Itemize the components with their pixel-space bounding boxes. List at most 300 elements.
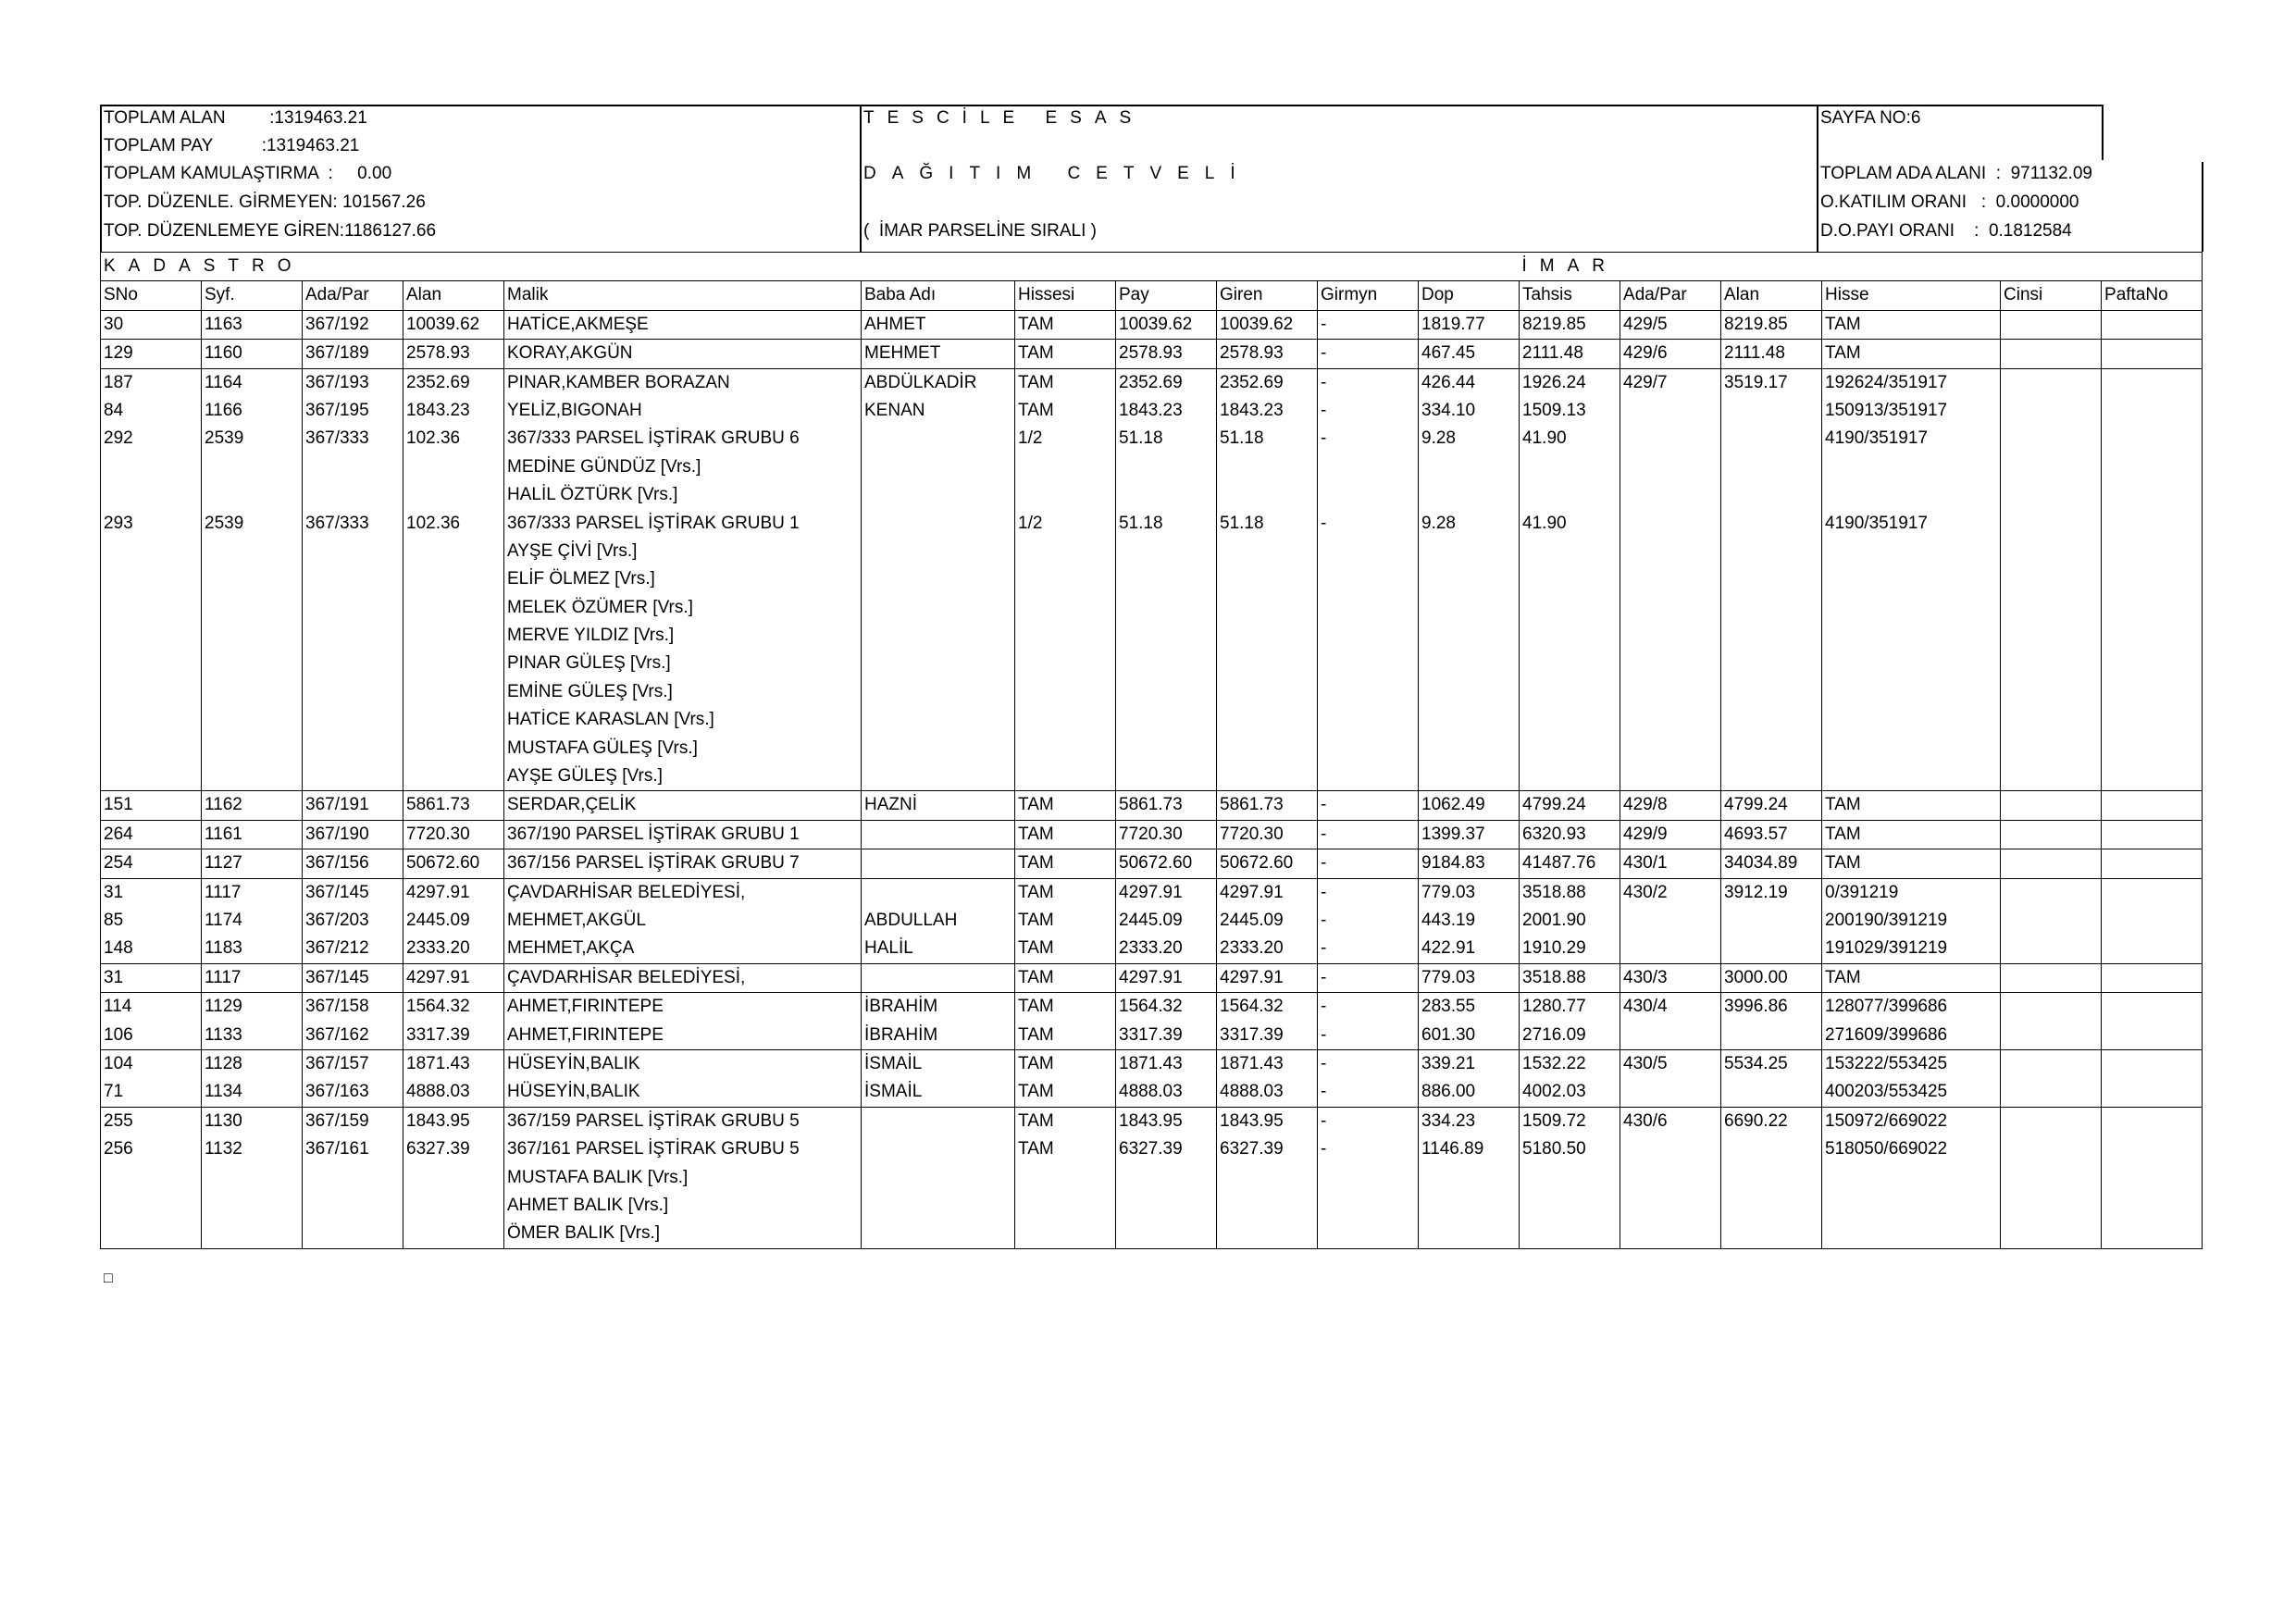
table-cell <box>303 538 403 565</box>
table-cell <box>1721 510 1822 538</box>
table-cell: EMİNE GÜLEŞ [Vrs.] <box>504 678 862 706</box>
table-cell <box>2001 1049 2102 1078</box>
table-cell: 2578.93 <box>403 340 504 368</box>
column-header: Malik <box>504 281 862 310</box>
table-cell <box>1721 565 1822 593</box>
table-cell <box>1520 622 1620 650</box>
table-cell <box>202 1164 303 1192</box>
table-cell <box>1419 481 1520 509</box>
table-cell <box>2102 1022 2203 1050</box>
table-cell <box>403 1220 504 1248</box>
table-cell <box>101 1220 202 1248</box>
table-row <box>101 1022 2203 1050</box>
table-cell <box>2001 1022 2102 1050</box>
table-cell <box>2001 1220 2102 1248</box>
toplam-kamulastirma: TOPLAM KAMULAŞTIRMA : 0.00 <box>104 164 392 183</box>
table-cell <box>1520 481 1620 509</box>
table-cell: 367/195 <box>303 397 403 425</box>
column-header: Dop <box>1419 281 1520 310</box>
table-cell: 3519.17 <box>1721 368 1822 397</box>
table-cell <box>862 538 1015 565</box>
table-cell: 4297.91 <box>1217 963 1318 992</box>
table-cell: 4297.91 <box>1217 878 1318 907</box>
table-cell: 367/157 <box>303 1049 403 1078</box>
table-cell: 1134 <box>202 1078 303 1107</box>
table-cell: 339.21 <box>1419 1049 1520 1078</box>
table-cell: 334.23 <box>1419 1107 1520 1135</box>
table-cell <box>2102 565 2203 593</box>
table-cell: 367/190 PARSEL İŞTİRAK GRUBU 1 <box>504 820 862 849</box>
table-cell: PINAR,KAMBER BORAZAN <box>504 368 862 397</box>
table-cell <box>303 678 403 706</box>
table-cell: 4190/351917 <box>1822 425 2001 452</box>
table-cell <box>1822 453 2001 481</box>
table-cell: 422.91 <box>1419 935 1520 963</box>
table-cell: 256 <box>101 1135 202 1163</box>
table-cell: 429/5 <box>1620 310 1721 339</box>
table-cell <box>1015 735 1116 762</box>
table-cell <box>1620 510 1721 538</box>
table-cell: 2333.20 <box>1217 935 1318 963</box>
table-cell <box>1015 1164 1116 1192</box>
table-cell <box>101 594 202 622</box>
table-cell <box>1318 762 1419 791</box>
table-cell: ELİF ÖLMEZ [Vrs.] <box>504 565 862 593</box>
table-cell: - <box>1318 340 1419 368</box>
table-cell: 41.90 <box>1520 510 1620 538</box>
table-cell: 467.45 <box>1419 340 1520 368</box>
table-cell: İBRAHİM <box>862 1022 1015 1050</box>
table-cell <box>1318 650 1419 677</box>
table-cell: TAM <box>1015 935 1116 963</box>
table-cell <box>1822 1192 2001 1220</box>
table-cell <box>2001 650 2102 677</box>
table-cell: 153222/553425 <box>1822 1049 2001 1078</box>
table-cell: 51.18 <box>1116 425 1217 452</box>
table-cell <box>303 706 403 734</box>
table-cell: 367/212 <box>303 935 403 963</box>
table-cell: 367/189 <box>303 340 403 368</box>
table-cell: MEHMET <box>862 340 1015 368</box>
table-cell <box>1721 678 1822 706</box>
table-cell: 4297.91 <box>1116 963 1217 992</box>
table-row <box>101 907 2203 935</box>
table-cell <box>1015 762 1116 791</box>
table-cell <box>1419 1192 1520 1220</box>
table-cell: 31 <box>101 963 202 992</box>
table-cell: - <box>1318 1107 1419 1135</box>
table-cell <box>2001 993 2102 1022</box>
table-cell: 1146.89 <box>1419 1135 1520 1163</box>
table-cell <box>2001 340 2102 368</box>
table-cell: 430/1 <box>1620 849 1721 878</box>
table-cell <box>303 1192 403 1220</box>
table-cell <box>862 1220 1015 1248</box>
title-tescile-esas: TESCİLE ESAS <box>863 108 1145 128</box>
table-cell <box>1721 453 1822 481</box>
table-cell <box>2102 650 2203 677</box>
table-cell <box>1015 565 1116 593</box>
table-cell <box>403 650 504 677</box>
table-cell: 334.10 <box>1419 397 1520 425</box>
table-cell: 1871.43 <box>1217 1049 1318 1078</box>
column-header: SNo <box>101 281 202 310</box>
table-cell: TAM <box>1822 791 2001 820</box>
table-cell <box>1217 762 1318 791</box>
table-cell: 254 <box>101 849 202 878</box>
table-cell: MEHMET,AKÇA <box>504 935 862 963</box>
table-cell: 1183 <box>202 935 303 963</box>
table-cell: 1164 <box>202 368 303 397</box>
table-cell: 367/161 PARSEL İŞTİRAK GRUBU 5 <box>504 1135 862 1163</box>
table-cell: 1843.95 <box>1116 1107 1217 1135</box>
table-cell: 2539 <box>202 510 303 538</box>
table-cell: 1162 <box>202 791 303 820</box>
table-cell <box>202 538 303 565</box>
table-cell: TAM <box>1015 1022 1116 1050</box>
title-imar-parseline-sirali: ( İMAR PARSELİNE SIRALI ) <box>863 221 1097 241</box>
table-cell <box>1217 678 1318 706</box>
table-row <box>101 340 2203 368</box>
column-header: Pay <box>1116 281 1217 310</box>
table-cell <box>1116 1164 1217 1192</box>
table-cell: 6690.22 <box>1721 1107 1822 1135</box>
table-cell <box>403 762 504 791</box>
table-cell: MERVE YILDIZ [Vrs.] <box>504 622 862 650</box>
column-header: Tahsis <box>1520 281 1620 310</box>
column-header: Alan <box>1721 281 1822 310</box>
table-cell <box>303 453 403 481</box>
table-cell: - <box>1318 849 1419 878</box>
table-cell: TAM <box>1015 820 1116 849</box>
toplam-alan: TOPLAM ALAN :1319463.21 <box>104 108 367 128</box>
table-cell: 4799.24 <box>1721 791 1822 820</box>
table-cell <box>2001 310 2102 339</box>
table-cell <box>1318 622 1419 650</box>
table-cell: TAM <box>1822 849 2001 878</box>
table-row <box>101 594 2203 622</box>
table-cell <box>2001 820 2102 849</box>
table-cell: - <box>1318 907 1419 935</box>
table-cell: - <box>1318 1135 1419 1163</box>
table-cell <box>2102 1164 2203 1192</box>
table-cell <box>2001 878 2102 907</box>
table-cell <box>403 1164 504 1192</box>
table-cell: - <box>1318 993 1419 1022</box>
table-cell: 3317.39 <box>403 1022 504 1050</box>
table-cell <box>2001 565 2102 593</box>
table-cell: 1509.13 <box>1520 397 1620 425</box>
table-cell: AHMET BALIK [Vrs.] <box>504 1192 862 1220</box>
table-cell: 429/7 <box>1620 368 1721 397</box>
table-cell <box>1116 650 1217 677</box>
table-cell <box>1721 1135 1822 1163</box>
table-cell: 1564.32 <box>403 993 504 1022</box>
table-cell <box>2102 907 2203 935</box>
table-cell <box>1419 706 1520 734</box>
table-cell: 426.44 <box>1419 368 1520 397</box>
table-cell: 367/192 <box>303 310 403 339</box>
table-cell <box>862 878 1015 907</box>
sayfa-no: SAYFA NO:6 <box>1820 108 1921 128</box>
table-cell <box>862 735 1015 762</box>
table-cell <box>1015 1220 1116 1248</box>
table-cell: 1871.43 <box>1116 1049 1217 1078</box>
table-cell <box>1015 538 1116 565</box>
table-cell: 2445.09 <box>403 907 504 935</box>
table-cell: 4297.91 <box>403 963 504 992</box>
table-cell: 4888.03 <box>1217 1078 1318 1107</box>
table-cell <box>1721 706 1822 734</box>
table-cell <box>1520 538 1620 565</box>
table-cell: AHMET,FIRINTEPE <box>504 1022 862 1050</box>
table-row <box>101 1049 2203 1078</box>
table-cell: 367/156 <box>303 849 403 878</box>
table-cell: 8219.85 <box>1721 310 1822 339</box>
table-cell <box>1822 622 2001 650</box>
table-cell: 129 <box>101 340 202 368</box>
table-row <box>101 538 2203 565</box>
column-header: Hissesi <box>1015 281 1116 310</box>
distribution-table <box>100 252 2203 1249</box>
table-cell: - <box>1318 820 1419 849</box>
sheet-header <box>100 105 2203 252</box>
table-cell <box>2102 963 2203 992</box>
table-cell <box>862 820 1015 849</box>
table-cell <box>2001 791 2102 820</box>
table-cell: TAM <box>1822 820 2001 849</box>
table-row <box>101 650 2203 677</box>
table-cell <box>1620 1192 1721 1220</box>
table-cell <box>101 762 202 791</box>
table-cell: HALİL <box>862 935 1015 963</box>
table-cell <box>2102 397 2203 425</box>
table-cell: YELİZ,BIGONAH <box>504 397 862 425</box>
table-cell <box>202 1192 303 1220</box>
table-cell <box>1721 735 1822 762</box>
table-cell <box>2102 878 2203 907</box>
table-row <box>101 849 2203 878</box>
column-header: Cinsi <box>2001 281 2102 310</box>
table-cell <box>2102 538 2203 565</box>
table-row <box>101 1078 2203 1107</box>
table-cell: TAM <box>1015 878 1116 907</box>
table-cell: 430/6 <box>1620 1107 1721 1135</box>
table-cell <box>1116 453 1217 481</box>
table-cell <box>862 849 1015 878</box>
table-cell <box>1116 481 1217 509</box>
table-cell <box>202 706 303 734</box>
table-cell <box>101 735 202 762</box>
table-cell: - <box>1318 878 1419 907</box>
table-cell <box>862 510 1015 538</box>
table-cell <box>303 650 403 677</box>
table-cell: HAZNİ <box>862 791 1015 820</box>
table-cell: 4190/351917 <box>1822 510 2001 538</box>
table-cell: 2001.90 <box>1520 907 1620 935</box>
table-cell: TAM <box>1015 397 1116 425</box>
table-cell <box>1116 678 1217 706</box>
table-cell: PINAR GÜLEŞ [Vrs.] <box>504 650 862 677</box>
table-cell <box>2102 510 2203 538</box>
table-cell: 41487.76 <box>1520 849 1620 878</box>
table-cell: 7720.30 <box>1116 820 1217 849</box>
table-cell: 264 <box>101 820 202 849</box>
table-cell: 779.03 <box>1419 963 1520 992</box>
table-row <box>101 735 2203 762</box>
table-cell <box>1721 650 1822 677</box>
table-cell <box>1620 1164 1721 1192</box>
table-cell: TAM <box>1015 1049 1116 1078</box>
table-cell: - <box>1318 368 1419 397</box>
table-cell <box>2001 538 2102 565</box>
table-cell <box>1721 622 1822 650</box>
table-cell: - <box>1318 310 1419 339</box>
table-cell: - <box>1318 425 1419 452</box>
table-cell <box>1620 565 1721 593</box>
table-cell <box>1620 453 1721 481</box>
table-cell: 2578.93 <box>1217 340 1318 368</box>
table-cell: 7720.30 <box>1217 820 1318 849</box>
table-row <box>101 791 2203 820</box>
table-cell <box>862 622 1015 650</box>
table-row <box>101 678 2203 706</box>
table-cell: 367/333 PARSEL İŞTİRAK GRUBU 6 <box>504 425 862 452</box>
table-cell: 2445.09 <box>1116 907 1217 935</box>
table-cell <box>303 594 403 622</box>
table-cell: TAM <box>1015 1078 1116 1107</box>
table-cell: 3518.88 <box>1520 878 1620 907</box>
table-cell: HALİL ÖZTÜRK [Vrs.] <box>504 481 862 509</box>
table-body <box>101 310 2203 1248</box>
table-cell <box>862 678 1015 706</box>
table-cell <box>1015 1192 1116 1220</box>
table-cell: 1280.77 <box>1520 993 1620 1022</box>
table-row <box>101 1107 2203 1135</box>
table-cell <box>1721 1220 1822 1248</box>
table-cell: HÜSEYİN,BALIK <box>504 1049 862 1078</box>
table-cell: 84 <box>101 397 202 425</box>
table-cell <box>2102 453 2203 481</box>
table-cell <box>2102 622 2203 650</box>
table-cell <box>101 678 202 706</box>
table-cell <box>1721 907 1822 935</box>
table-cell <box>1620 1022 1721 1050</box>
table-cell <box>303 622 403 650</box>
table-cell <box>1822 538 2001 565</box>
table-cell: 367/161 <box>303 1135 403 1163</box>
table-cell <box>2102 481 2203 509</box>
table-cell <box>1620 650 1721 677</box>
table-cell <box>1520 1164 1620 1192</box>
table-cell: - <box>1318 791 1419 820</box>
table-cell: 34034.89 <box>1721 849 1822 878</box>
table-cell <box>1822 1164 2001 1192</box>
table-cell <box>1116 538 1217 565</box>
table-cell: 4297.91 <box>403 878 504 907</box>
table-cell <box>1217 481 1318 509</box>
table-row <box>101 1220 2203 1248</box>
table-cell <box>2001 622 2102 650</box>
table-cell: 41.90 <box>1520 425 1620 452</box>
table-cell: 1910.29 <box>1520 935 1620 963</box>
table-cell: 430/2 <box>1620 878 1721 907</box>
table-cell <box>2001 510 2102 538</box>
table-cell: - <box>1318 935 1419 963</box>
table-cell: AYŞE GÜLEŞ [Vrs.] <box>504 762 862 791</box>
table-cell <box>1721 594 1822 622</box>
table-cell <box>862 1135 1015 1163</box>
table-cell <box>1520 678 1620 706</box>
table-cell <box>2102 1049 2203 1078</box>
table-cell <box>2001 594 2102 622</box>
table-cell <box>1419 678 1520 706</box>
table-cell: 9.28 <box>1419 510 1520 538</box>
table-cell: 430/5 <box>1620 1049 1721 1078</box>
table-cell: 518050/669022 <box>1822 1135 2001 1163</box>
table-cell <box>1620 397 1721 425</box>
table-cell: KENAN <box>862 397 1015 425</box>
table-cell <box>1721 1078 1822 1107</box>
table-cell: 8219.85 <box>1520 310 1620 339</box>
table-cell <box>1116 622 1217 650</box>
table-cell <box>1419 622 1520 650</box>
table-cell <box>1520 762 1620 791</box>
table-cell <box>862 1107 1015 1135</box>
table-cell <box>101 481 202 509</box>
table-cell: 106 <box>101 1022 202 1050</box>
table-cell: 292 <box>101 425 202 452</box>
table-cell <box>101 706 202 734</box>
table-cell <box>1318 481 1419 509</box>
table-cell: 1871.43 <box>403 1049 504 1078</box>
table-cell: 9.28 <box>1419 425 1520 452</box>
table-cell: 443.19 <box>1419 907 1520 935</box>
table-cell <box>1721 481 1822 509</box>
table-cell: HATİCE KARASLAN [Vrs.] <box>504 706 862 734</box>
table-cell <box>2102 1135 2203 1163</box>
table-row <box>101 397 2203 425</box>
table-cell <box>1318 453 1419 481</box>
table-cell <box>2001 706 2102 734</box>
table-cell: 31 <box>101 878 202 907</box>
table-cell: ÖMER BALIK [Vrs.] <box>504 1220 862 1248</box>
table-cell: 1843.23 <box>1116 397 1217 425</box>
table-row <box>101 820 2203 849</box>
table-cell: 150913/351917 <box>1822 397 2001 425</box>
table-cell: 367/145 <box>303 963 403 992</box>
table-cell <box>2001 963 2102 992</box>
table-cell <box>1318 1220 1419 1248</box>
table-cell <box>1620 762 1721 791</box>
table-cell <box>202 453 303 481</box>
table-cell: 3317.39 <box>1116 1022 1217 1050</box>
table-cell <box>202 481 303 509</box>
table-cell: 3317.39 <box>1217 1022 1318 1050</box>
table-cell: 2352.69 <box>403 368 504 397</box>
table-cell <box>1620 1135 1721 1163</box>
table-cell <box>1318 538 1419 565</box>
table-row <box>101 1192 2203 1220</box>
table-cell: TAM <box>1015 368 1116 397</box>
column-header: Giren <box>1217 281 1318 310</box>
table-cell <box>303 565 403 593</box>
d-o-payi-orani: D.O.PAYI ORANI : 0.1812584 <box>1820 221 2072 241</box>
table-cell <box>1620 706 1721 734</box>
section-kadastro: KADASTRO <box>101 253 1520 281</box>
table-cell: İBRAHİM <box>862 993 1015 1022</box>
table-cell <box>1318 565 1419 593</box>
